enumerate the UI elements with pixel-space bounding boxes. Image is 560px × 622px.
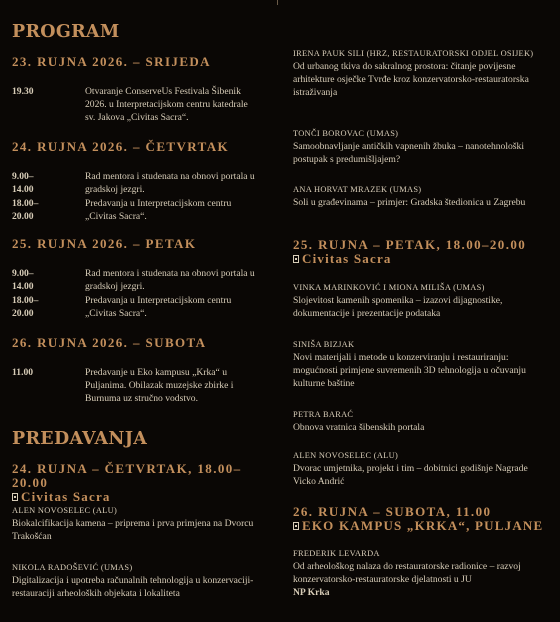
talk-speaker: ANA HORVAT MRAZEK (UMAS) — [293, 185, 422, 194]
schedule-time: 18.00–20.00 — [12, 198, 39, 222]
talk-title: Od urbanog tkiva do sakralnog prostora: čitanje povijesne arhitekture osječke Tvrđe kroz konzervatorsko-restauratorska istraživanja — [293, 61, 529, 98]
day-heading: 23. RUJNA 2026. – SRIJEDA — [12, 54, 211, 69]
predavanja-title: PREDAVANJA — [12, 429, 148, 449]
talk-item — [293, 409, 548, 434]
program-title: PROGRAM — [12, 22, 120, 42]
block-heading-date: 24. RUJNA – ČETVRTAK, 18.00–20.00 — [12, 461, 242, 490]
day-heading: 25. RUJNA 2026. – PETAK — [12, 236, 197, 251]
talk-title: Novi materijali i metode u konzerviranju i restauriranju: mogućnosti primjene suvremenih 3D tehnologija u očuvanju kulturne baštine — [293, 352, 526, 389]
schedule-text: Predavanje u Eko kampusu „Krka“ u Puljanima. Obilazak muzejske zbirke i Burnuma uz stručno vodstvo. — [85, 367, 234, 404]
page-divider-tick — [277, 0, 278, 5]
talk-item — [12, 505, 267, 543]
block-venue — [293, 252, 555, 266]
day-heading: 24. RUJNA 2026. – ČETVRTAK — [12, 139, 229, 154]
talk-item — [293, 128, 548, 166]
schedule-text: Predavanja u Interpretacijskom centru „Civitas Sacra“. — [85, 295, 232, 319]
talk-speaker: TONČI BOROVAC (UMAS) — [293, 129, 399, 138]
talk-speaker: PETRA BARAĆ — [293, 410, 354, 419]
schedule-time: 9.00–14.00 — [12, 268, 34, 292]
schedule-time: 18.00–20.00 — [12, 295, 39, 319]
talk-item — [293, 48, 548, 99]
talk-title: Dvorac umjetnika, projekt i tim – dobitnici godišnje Nagrade Vicko Andrić — [293, 463, 528, 487]
block-venue — [293, 519, 555, 533]
talk-title: Soli u građevinama – primjer: Gradska štedionica u Zagrebu — [293, 197, 526, 208]
block-heading-date: 26. RUJNA – SUBOTA, 11.00 — [293, 504, 492, 519]
talk-title: Digitalizacija i upotreba računalnih tehnologija u konzervaciji-restauraciji arheoloških objekata i lokaliteta — [12, 575, 254, 599]
venue-icon — [293, 255, 299, 263]
talk-speaker: SINIŠA BIZJAK — [293, 340, 355, 349]
talk-item — [293, 282, 548, 320]
venue-name: Civitas Sacra — [302, 251, 392, 266]
venue-name: EKO KAMPUS „KRKA“, PULJANE — [302, 518, 544, 533]
talk-item — [293, 450, 548, 488]
schedule-text: Rad mentora i studenata na obnovi portala u gradskoj jezgri. — [85, 171, 255, 195]
talk-item — [293, 339, 548, 390]
schedule-text: Predavanja u Interpretacijskom centru „Civitas Sacra“. — [85, 198, 232, 222]
talk-item — [12, 562, 267, 600]
block-heading-date: 25. RUJNA – PETAK, 18.00–20.00 — [293, 237, 527, 252]
talk-speaker: ALEN NOVOSELEC (ALU) — [293, 451, 399, 460]
block-venue — [12, 490, 277, 504]
talk-item — [293, 548, 548, 599]
talk-title: Slojevitost kamenih spomenika – izazovi dijagnostike, dokumentacije i prezentacije podataka — [293, 295, 503, 319]
schedule-time: 11.00 — [12, 367, 34, 378]
day-heading: 26. RUJNA 2026. – SUBOTA — [12, 335, 207, 350]
talk-title — [293, 560, 548, 599]
venue-name: Civitas Sacra — [21, 489, 111, 504]
schedule-text: Otvaranje ConserveUs Festivala Šibenik 2026. u Interpretacijskom centru katedrale sv. Jakova „Civitas Sacra“. — [85, 86, 248, 123]
talk-speaker: NIKOLA RADOŠEVIĆ (UMAS) — [12, 563, 133, 572]
talk-item — [293, 184, 548, 209]
talk-speaker: FREDERIK LEVARDA — [293, 549, 380, 558]
block-heading — [293, 505, 555, 533]
talk-speaker: ALEN NOVOSELEC (ALU) — [12, 506, 118, 515]
talk-title-text: Od arheološkog nalaza do restauratorske radionice – razvoj konzervatorsko-restauratorske djelatnosti u JU — [293, 561, 521, 585]
talk-title: Samoobnavljanje antičkih vapnenih žbuka – nanotehnološki postupak s predumišljajem? — [293, 141, 524, 165]
block-heading — [12, 462, 277, 504]
venue-icon — [12, 493, 18, 501]
talk-title-bold: NP Krka — [293, 587, 330, 598]
schedule-time: 9.00–14.00 — [12, 171, 34, 195]
talk-speaker: IRENA PAUK SILI (HRZ, RESTAURATORSKI ODJEL OSIJEK) — [293, 49, 534, 58]
talk-title: Obnova vratnica šibenskih portala — [293, 422, 425, 433]
talk-title: Biokalcifikacija kamena – priprema i prva primjena na Dvorcu Trakošćan — [12, 518, 254, 542]
schedule-time: 19.30 — [12, 86, 34, 97]
talk-speaker: VINKA MARINKOVIĆ I MIONA MILIŠA (UMAS) — [293, 283, 485, 292]
schedule-text: Rad mentora i studenata na obnovi portala u gradskoj jezgri. — [85, 268, 255, 292]
venue-icon — [293, 522, 299, 530]
block-heading — [293, 238, 555, 266]
